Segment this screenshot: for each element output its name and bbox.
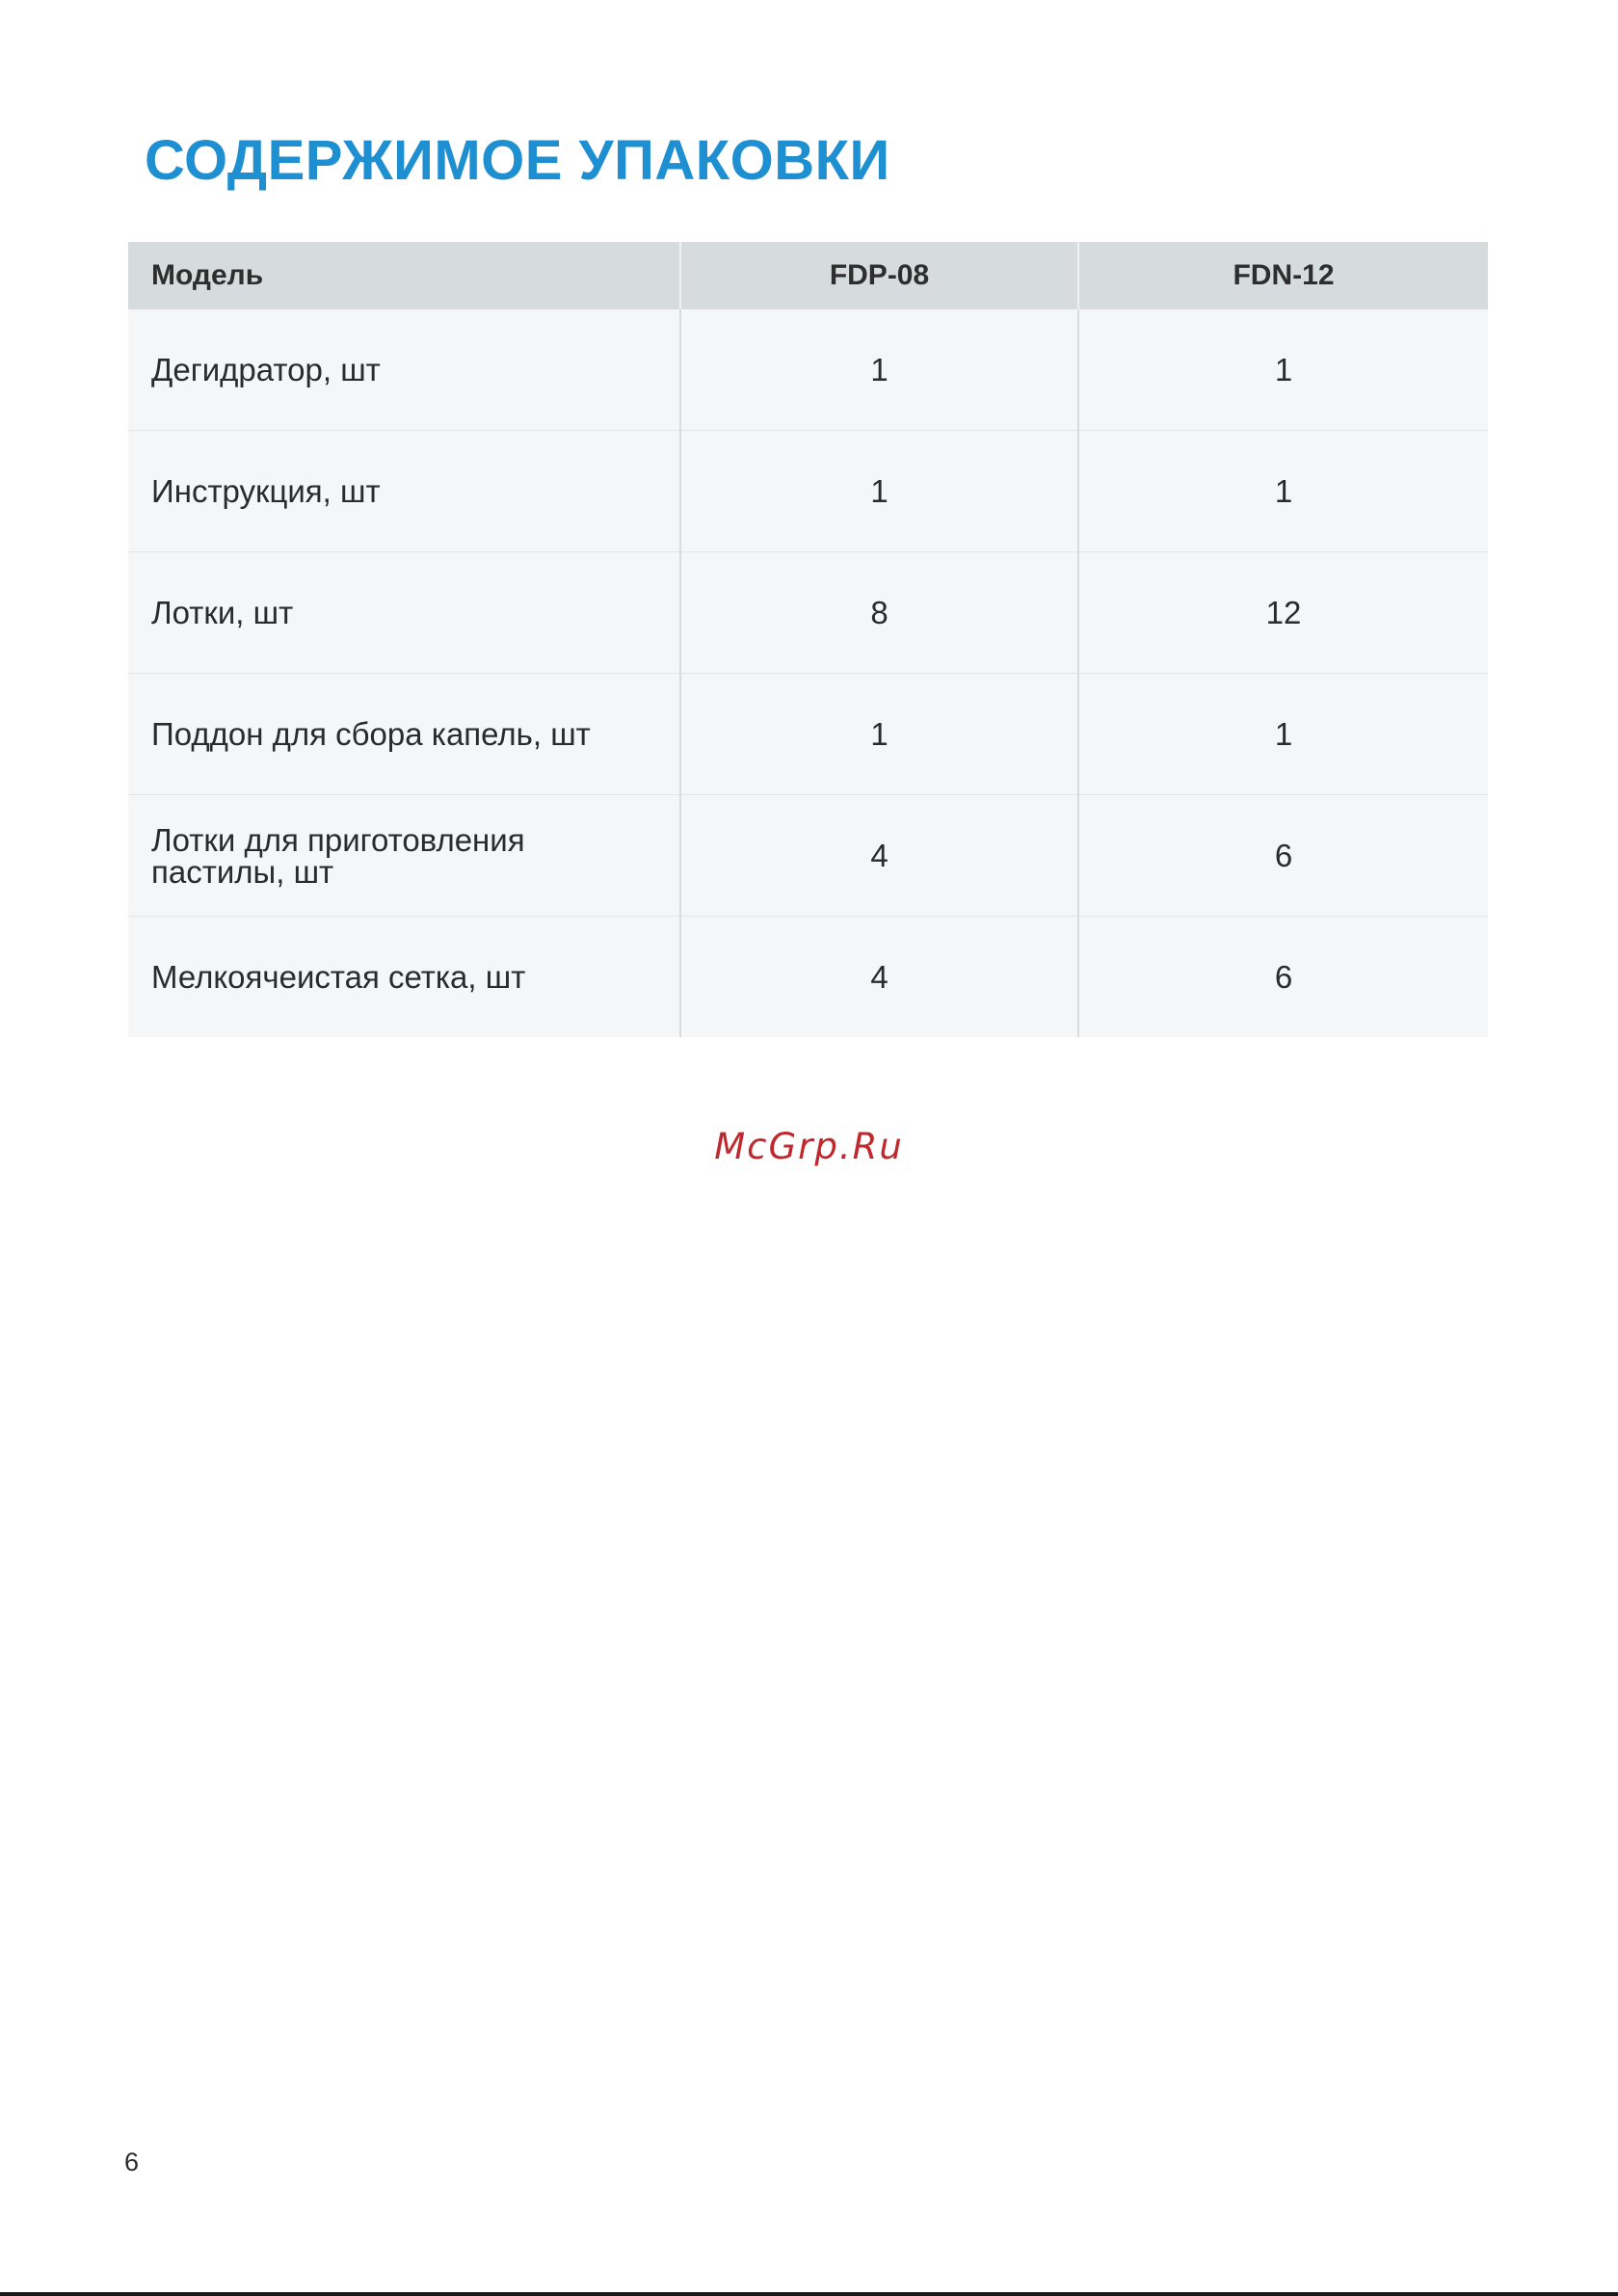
fdn12-count-cell: 1 — [1078, 431, 1488, 552]
table-row — [128, 309, 1488, 431]
fdp08-count-cell: 4 — [680, 795, 1078, 917]
fdp08-count-cell: 1 — [680, 309, 1078, 431]
table-row — [128, 674, 1488, 795]
table-row — [128, 917, 1488, 1038]
fdp08-count-cell: 1 — [680, 674, 1078, 795]
fdn12-count-cell: 6 — [1078, 917, 1488, 1038]
column-header-fdp08: FDP-08 — [680, 242, 1078, 309]
item-name-cell: Мелкоячеистая сетка, шт — [128, 917, 680, 1038]
table-row — [128, 552, 1488, 674]
bottom-divider — [0, 2292, 1618, 2296]
fdp08-count-cell: 1 — [680, 431, 1078, 552]
item-name-cell: Инструкция, шт — [128, 431, 680, 552]
page-number: 6 — [124, 2148, 140, 2176]
fdp08-count-cell: 4 — [680, 917, 1078, 1038]
item-name-cell: Дегидратор, шт — [128, 309, 680, 431]
table-row — [128, 431, 1488, 552]
column-header-fdn12: FDN-12 — [1078, 242, 1488, 309]
page-title: СОДЕРЖИМОЕ УПАКОВКИ — [145, 129, 890, 192]
fdp08-count-cell: 8 — [680, 552, 1078, 674]
fdn12-count-cell: 1 — [1078, 309, 1488, 431]
item-name-cell: Лотки, шт — [128, 552, 680, 674]
package-contents-table — [128, 242, 1488, 1037]
item-name-cell: Поддон для сбора капель, шт — [128, 674, 680, 795]
fdn12-count-cell: 1 — [1078, 674, 1488, 795]
table-header-row — [128, 242, 1488, 309]
column-header-model: Модель — [128, 242, 680, 309]
table-row — [128, 795, 1488, 917]
watermark-link[interactable]: McGrp.Ru — [714, 1126, 904, 1167]
fdn12-count-cell: 12 — [1078, 552, 1488, 674]
fdn12-count-cell: 6 — [1078, 795, 1488, 917]
item-name-cell: Лотки для приготовления пастилы, шт — [128, 795, 680, 917]
